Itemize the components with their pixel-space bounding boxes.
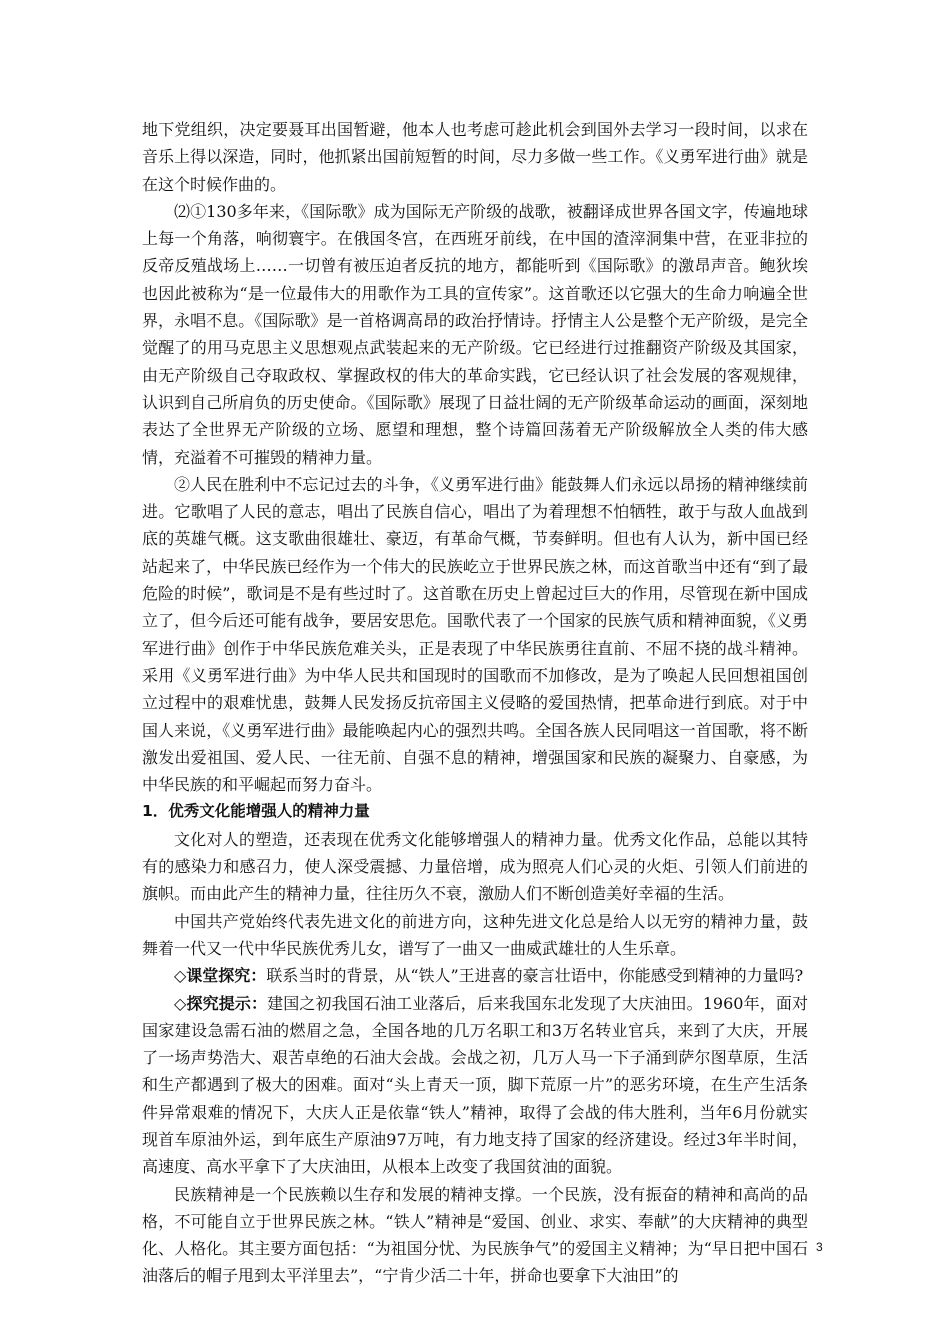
paragraph-national-spirit: 民族精神是一个民族赖以生存和发展的精神支撑。一个民族，没有振奋的精神和高尚的品格，不可能自立于世界民族之林。“铁人”精神是“爱国、创业、求实、奉献”的大庆精神的典型化、人格化。其主要方面包括：“为祖国分忧、为民族争气”的爱国主义精神；为“早日把中国石油落后的帽子甩到太平洋里去”，“宁肯少活二十年，拼命也要拿下大油田”的 (142, 1184, 808, 1286)
exploration-text: 联系当时的背景，从“铁人”王进喜的豪言壮语中，你能感受到精神的力量吗? (266, 966, 804, 986)
paragraph-party-culture: 中国共产党始终代表先进文化的前进方向，这种先进文化总是给人以无穷的精神力量，鼓舞着一代又一代中华民族优秀儿女，谱写了一曲又一曲威武雄壮的人生乐章。 (142, 911, 808, 958)
paragraph-culture-strength: 文化对人的塑造，还表现在优秀文化能够增强人的精神力量。优秀文化作品，总能以其特有的感染力和感召力，使人深受震撼、力量倍增，成为照亮人们心灵的火炬、引领人们前进的旗帜。而由此产生的精神力量，往往历久不衰，激励人们不断创造美好幸福的生活。 (142, 829, 808, 904)
section-heading: 1．优秀文化能增强人的精神力量 (142, 802, 370, 821)
hint-text: 建国之初我国石油工业落后，后来我国东北发现了大庆油田。1960年，面对国家建设急需石油的燃眉之急，全国各地的几万名职工和3万名转业官兵，来到了大庆，开展了一场声势浩大、艰苦卓绝的石油大会战。会战之初，几万人马一下子涌到萨尔图草原，生活和生产都遇到了极大的困难。面对“头上青天一顶，脚下荒原一片”的恶劣环境，在生产生活条件异常艰难的情况下，大庆人正是依靠“铁人”精神，取得了会战的伟大胜利，当年6月份就实现首车原油外运，到年底生产原油97万吨，有力地支持了国家的经济建设。经过3年半时间，高速度、高水平拿下了大庆油田，从根本上改变了我国贫油的面貌。 (142, 993, 808, 1177)
page-body (142, 116, 808, 1290)
hint-label: ◇探究提示： (174, 993, 268, 1013)
paragraph-continuation: 地下党组织，决定要聂耳出国暂避，他本人也考虑可趁此机会到国外去学习一段时间，以求在音乐上得以深造，同时，他抓紧出国前短暂的时间，尽力多做一些工作。《义勇军进行曲》就是在这个时候作曲的。 (142, 120, 808, 194)
page-number: 3 (816, 1240, 823, 1254)
exploration-label: ◇课堂探究： (174, 966, 267, 986)
paragraph-internationale: ⑵①130多年来，《国际歌》成为国际无产阶级的战歌，被翻译成世界各国文字，传遍地球上每一个角落，响彻寰宇。在俄国冬宫，在西班牙前线，在中国的渣滓洞集中营，在亚非拉的反帝反殖战场上……一切曾有被压迫者反抗的地方，都能听到《国际歌》的激昂声音。鲍狄埃也因此被称为“是一位最伟大的用歌作为工具的宣传家”。这首歌还以它强大的生命力响遍全世界，永唱不息。《国际歌》是一首格调高昂的政治抒情诗。抒情主人公是整个无产阶级，是完全觉醒了的用马克思主义思想观点武装起来的无产阶级。它已经进行过推翻资产阶级及其国家，由无产阶级自己夺取政权、掌握政权的伟大的革命实践，它已经认识了社会发展的客观规律，认识到自己所肩负的历史使命。《国际歌》展现了日益壮阔的无产阶级革命运动的画面，深刻地表达了全世界无产阶级的立场、愿望和理想，整个诗篇回荡着无产阶级解放全人类的伟大感情，充溢着不可摧毁的精神力量。 (142, 201, 808, 467)
paragraph-exploration-hint (142, 990, 808, 1181)
paragraph-march-of-volunteers: ②人民在胜利中不忘记过去的斗争，《义勇军进行曲》能鼓舞人们永远以昂扬的精神继续前进。它歌唱了人民的意志，唱出了民族自信心，唱出了为着理想不怕牺牲，敢于与敌人血战到底的英雄气概。这支歌曲很雄壮、豪迈，有革命气概，节奏鲜明。但也有人认为，新中国已经站起来了，中华民族已经作为一个伟大的民族屹立于世界民族之林，而这首歌当中还有“到了最危险的时候”，歌词是不是有些过时了。这首歌在历史上曾起过巨大的作用，尽管现在新中国成立了，但今后还可能有战争，要居安思危。国歌代表了一个国家的民族气质和精神面貌，《义勇军进行曲》创作于中华民族危难关头，正是表现了中华民族勇往直前、不屈不挠的战斗精神。采用《义勇军进行曲》为中华人民共和国现时的国歌而不加修改，是为了唤起人民回想祖国创立过程中的艰难忧患，鼓舞人民发扬反抗帝国主义侵略的爱国热情，把革命进行到底。对于中国人来说，《义勇军进行曲》最能唤起内心的强烈共鸣。全国各族人民同唱这一首国歌，将不断激发出爱祖国、爱人民、一往无前、自强不息的精神，增强国家和民族的凝聚力、自豪感，为中华民族的和平崛起而努力奋斗。 (142, 474, 808, 795)
paragraph-class-exploration (142, 962, 808, 989)
